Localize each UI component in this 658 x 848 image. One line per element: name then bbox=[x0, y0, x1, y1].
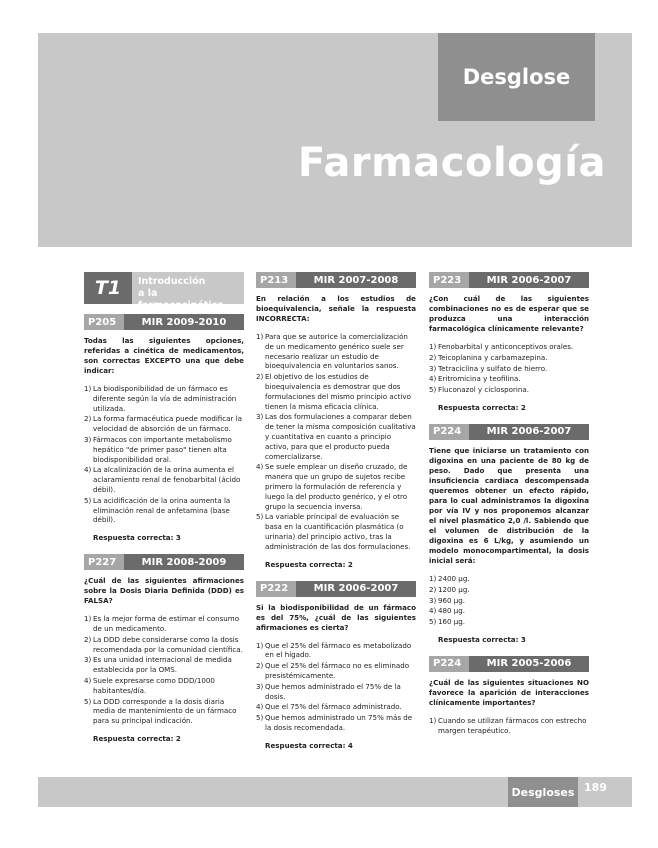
option-item: 3) Es una unidad internacional de medida establecida por la OMS. bbox=[84, 655, 232, 675]
question-block bbox=[84, 314, 244, 542]
option-item: 2) El objetivo de los estudios de bioequivalencia es demostrar que dos formulaciones del mismo principio activo tienen la misma eficacia clínica. bbox=[256, 372, 411, 411]
page-title: Farmacología bbox=[297, 140, 606, 186]
question-id: P227 bbox=[84, 554, 124, 570]
correct-answer: Respuesta correcta: 2 bbox=[438, 402, 526, 412]
option-item: 5) 160 μg. bbox=[429, 617, 466, 627]
options-list bbox=[256, 641, 416, 733]
question-exam: MIR 2005-2006 bbox=[469, 656, 589, 672]
option-item: 1) Fenobarbital y anticonceptivos orales. bbox=[429, 342, 574, 351]
option-item: 4) Se suele emplear un diseño cruzado, de manera que un grupo de sujetos recibe primero la formulación de referencia y luego la del producto genérico, y el otro grupo la secuencia inversa. bbox=[256, 462, 408, 511]
question-block bbox=[429, 424, 589, 644]
option-item: 4) 480 μg. bbox=[429, 606, 466, 616]
option-item: 2) La forma farmacéutica puede modificar la velocidad de absorción de un fármaco. bbox=[84, 414, 243, 434]
correct-answer: Respuesta correcta: 3 bbox=[93, 533, 181, 543]
option-item: 2) La DDD debe considerarse como la dosis recomendada por la comunidad científica. bbox=[84, 634, 243, 654]
options-list bbox=[84, 614, 244, 726]
option-item: 5) La acidificación de la orina aumenta la eliminación renal de anfetamina (base débil). bbox=[84, 495, 231, 525]
question-text: En relación a los estudios de bioequivalencia, señale la respuesta INCORRECTA: bbox=[256, 294, 416, 323]
question-header bbox=[256, 272, 416, 288]
option-item: 4) Suele expresarse como DDD/1000 habitantes/día. bbox=[84, 675, 215, 695]
option-item: 3) Tetraciclina y sulfato de hierro. bbox=[429, 363, 548, 373]
question-block bbox=[84, 554, 244, 743]
question-text: Tiene que iniciarse un tratamiento con digoxina en una paciente de 80 kg de peso. Dado que presenta una insuficiencia cardiaca descompensada queremos obtener un efecto rápido, para lo cual administramos la digoxina por vía IV y nos proponemos alcanzar el nivel plasmático 2,0 /l. Sabiendo que el volumen de distribución de la digoxina es 6 L/kg, y asumiendo un modelo monocompartimental, la dosis inicial será: bbox=[429, 445, 589, 565]
question-text: ¿Con cuál de las siguientes combinaciones no es de esperar que se produzca una interacción farmacológica clínicamente relevante? bbox=[429, 294, 589, 333]
options-list bbox=[84, 384, 244, 525]
options-list bbox=[429, 574, 589, 627]
option-item: 1) La biodisponibilidad de un fármaco es diferente según la vía de administración utilizada. bbox=[84, 384, 237, 413]
option-item: 3) Que hemos administrado el 75% de la dosis. bbox=[256, 681, 401, 701]
question-exam: MIR 2006-2007 bbox=[469, 424, 589, 440]
question-block bbox=[256, 581, 416, 750]
question-id: P205 bbox=[84, 314, 124, 330]
question-block bbox=[256, 272, 416, 569]
correct-answer: Respuesta correcta: 3 bbox=[438, 634, 526, 644]
correct-answer: Respuesta correcta: 2 bbox=[93, 733, 181, 743]
question-text: Si la biodisponibilidad de un fármaco es del 75%, ¿cuál de las siguientes afirmaciones es cierta? bbox=[256, 602, 416, 632]
option-item: 1) Para que se autorice la comercialización de un medicamento genérico suele ser necesario realizar un estudio de bioequivalencia en voluntarios sanos. bbox=[256, 332, 408, 371]
options-list bbox=[256, 332, 416, 552]
correct-answer: Respuesta correcta: 2 bbox=[265, 559, 353, 569]
section-label: Desglose bbox=[438, 33, 595, 121]
question-id: P213 bbox=[256, 272, 296, 288]
options-list bbox=[429, 716, 589, 736]
question-id: P222 bbox=[256, 581, 296, 597]
question-id: P224 bbox=[429, 424, 469, 440]
question-exam: MIR 2006-2007 bbox=[469, 272, 589, 288]
question-header bbox=[429, 656, 589, 672]
question-header bbox=[84, 554, 244, 570]
question-text: Todas las siguientes opciones, referidas a cinética de medicamentos, son correctas EXCEPTO una que debe indicar: bbox=[84, 336, 244, 375]
column-2 bbox=[256, 272, 416, 762]
option-item: 3) Las dos formulaciones a comparar deben de tener la misma composición cualitativa y cuantitativa en cuanto a principio activo, para que el producto pueda comercializarse. bbox=[256, 412, 416, 461]
topic-number: T1 bbox=[84, 272, 132, 304]
option-item: 1) Es la mejor forma de estimar el consumo de un medicamento. bbox=[84, 614, 240, 633]
question-id: P224 bbox=[429, 656, 469, 672]
question-exam: MIR 2008-2009 bbox=[124, 554, 244, 570]
option-item: 4) La alcalinización de la orina aumenta el aclaramiento renal de fenobarbital (ácido débil). bbox=[84, 465, 241, 494]
option-item: 2) 1200 μg. bbox=[429, 584, 470, 594]
question-text: ¿Cuál de las siguientes afirmaciones sobre la Dosis Diaria Definida (DDD) es FALSA? bbox=[84, 576, 244, 606]
option-item: 5) La DDD corresponde a la dosis diaria media de mantenimiento de un fármaco para su principal indicación. bbox=[84, 696, 237, 726]
footer-label: Desgloses bbox=[508, 777, 578, 807]
column-3 bbox=[429, 272, 589, 737]
question-text: ¿Cuál de las siguientes situaciones NO favorece la aparición de interacciones clínicamente importantes? bbox=[429, 677, 589, 707]
option-item: 5) Fluconazol y ciclosporina. bbox=[429, 385, 529, 395]
correct-answer: Respuesta correcta: 4 bbox=[265, 740, 353, 750]
option-item: 5) La variable principal de evaluación se basa en la cuantificación plasmática (o urinaria) del principio activo, tras la administración de las dos formulaciones. bbox=[256, 512, 411, 551]
question-exam: MIR 2009-2010 bbox=[124, 314, 244, 330]
question-header bbox=[429, 424, 589, 440]
question-header bbox=[256, 581, 416, 597]
option-item: 2) Que el 25% del fármaco no es eliminado presistémicamente. bbox=[256, 661, 410, 680]
option-item: 4) Que el 75% del fármaco administrado. bbox=[256, 702, 402, 712]
page-number: 189 bbox=[584, 781, 607, 794]
option-item: 5) Que hemos administrado un 75% más de la dosis recomendada. bbox=[256, 713, 413, 732]
question-exam: MIR 2007-2008 bbox=[296, 272, 416, 288]
option-item: 1) Que el 25% del fármaco es metabolizado en el hígado. bbox=[256, 640, 412, 660]
option-item: 4) Eritromicina y teofilina. bbox=[429, 374, 521, 384]
option-item: 3) 960 μg. bbox=[429, 595, 466, 605]
option-item: 3) Fármacos con importante metabolismo hepático "de primer paso" tienen alta biodisponibilidad oral. bbox=[84, 434, 232, 464]
topic-title: Introducción a la farmacocinética bbox=[132, 272, 244, 304]
question-exam: MIR 2006-2007 bbox=[296, 581, 416, 597]
option-item: 1) 2400 μg. bbox=[429, 573, 470, 583]
question-header bbox=[84, 314, 244, 330]
option-item: 1) Cuando se utilizan fármacos con estrecho margen terapéutico. bbox=[429, 715, 587, 735]
question-block bbox=[429, 656, 589, 736]
column-1 bbox=[84, 272, 244, 755]
options-list bbox=[429, 342, 589, 395]
question-id: P223 bbox=[429, 272, 469, 288]
question-block bbox=[429, 272, 589, 412]
topic-header bbox=[84, 272, 244, 311]
question-header bbox=[429, 272, 589, 288]
option-item: 2) Teicoplanina y carbamazepina. bbox=[429, 352, 548, 362]
